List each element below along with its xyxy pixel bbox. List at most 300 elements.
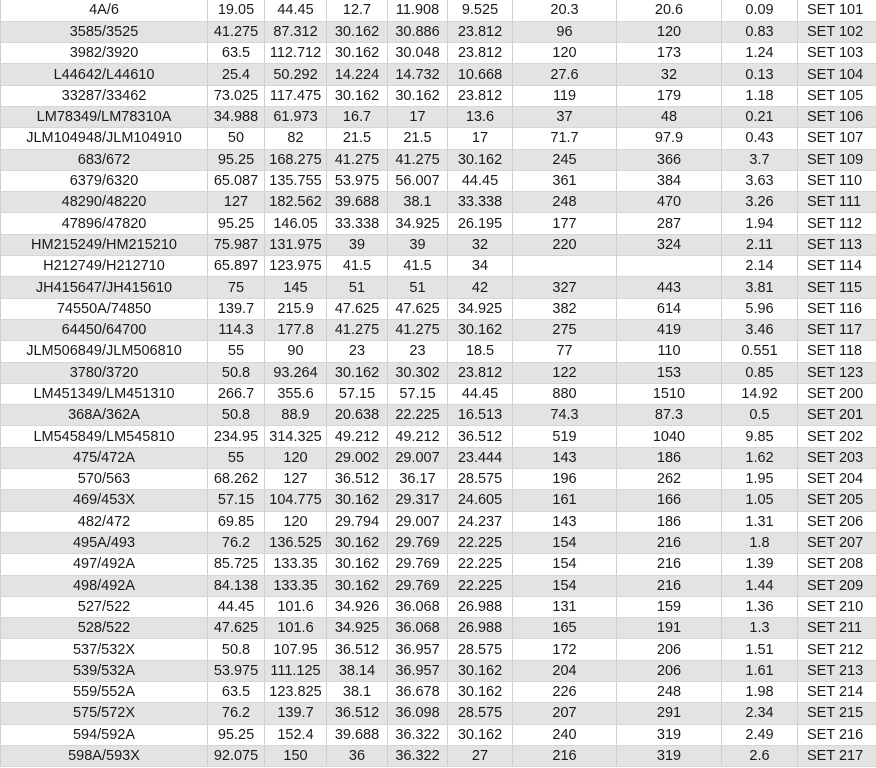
col-7-cell: 206 <box>617 660 722 681</box>
col-7-cell: 166 <box>617 490 722 511</box>
col-5-cell: 28.575 <box>448 639 513 660</box>
table-row <box>1 43 876 64</box>
col-7-cell: 179 <box>617 85 722 106</box>
table-row <box>1 405 876 426</box>
table-row <box>1 511 876 532</box>
set-code-cell: SET 117 <box>798 319 876 340</box>
col-3-cell: 39.688 <box>327 724 388 745</box>
col-5-cell: 44.45 <box>448 383 513 404</box>
part-number-cell: LM545849/LM545810 <box>1 426 208 447</box>
col-7-cell: 1040 <box>617 426 722 447</box>
col-8-cell: 5.96 <box>722 298 798 319</box>
col-5-cell: 22.225 <box>448 554 513 575</box>
col-7-cell: 291 <box>617 703 722 724</box>
part-number-cell: 48290/48220 <box>1 192 208 213</box>
table-row <box>1 85 876 106</box>
col-3-cell: 30.162 <box>327 43 388 64</box>
col-2-cell: 44.45 <box>265 0 327 21</box>
table-row <box>1 64 876 85</box>
col-6-cell: 177 <box>513 213 617 234</box>
col-5-cell: 23.812 <box>448 21 513 42</box>
col-1-cell: 63.5 <box>208 43 265 64</box>
table-row <box>1 319 876 340</box>
col-7-cell: 173 <box>617 43 722 64</box>
table-row <box>1 149 876 170</box>
set-code-cell: SET 209 <box>798 575 876 596</box>
col-6-cell: 154 <box>513 532 617 553</box>
col-4-cell: 57.15 <box>388 383 448 404</box>
col-1-cell: 50.8 <box>208 639 265 660</box>
col-3-cell: 33.338 <box>327 213 388 234</box>
col-5-cell: 22.225 <box>448 532 513 553</box>
col-1-cell: 75.987 <box>208 234 265 255</box>
col-8-cell: 2.6 <box>722 745 798 766</box>
col-8-cell: 0.5 <box>722 405 798 426</box>
part-number-cell: JH415647/JH415610 <box>1 277 208 298</box>
set-code-cell: SET 206 <box>798 511 876 532</box>
set-code-cell: SET 116 <box>798 298 876 319</box>
col-2-cell: 133.35 <box>265 575 327 596</box>
col-4-cell: 49.212 <box>388 426 448 447</box>
col-7-cell: 191 <box>617 618 722 639</box>
col-5-cell: 17 <box>448 128 513 149</box>
col-2-cell: 215.9 <box>265 298 327 319</box>
set-code-cell: SET 207 <box>798 532 876 553</box>
col-2-cell: 133.35 <box>265 554 327 575</box>
col-6-cell: 154 <box>513 554 617 575</box>
col-6-cell: 37 <box>513 106 617 127</box>
col-7-cell: 216 <box>617 532 722 553</box>
col-1-cell: 95.25 <box>208 213 265 234</box>
col-6-cell: 327 <box>513 277 617 298</box>
col-1-cell: 55 <box>208 341 265 362</box>
set-code-cell: SET 107 <box>798 128 876 149</box>
col-4-cell: 41.275 <box>388 319 448 340</box>
part-number-cell: 4A/6 <box>1 0 208 21</box>
col-2-cell: 101.6 <box>265 596 327 617</box>
col-4-cell: 30.162 <box>388 85 448 106</box>
col-5-cell: 28.575 <box>448 469 513 490</box>
col-6-cell: 519 <box>513 426 617 447</box>
col-4-cell: 34.925 <box>388 213 448 234</box>
col-6-cell: 226 <box>513 682 617 703</box>
col-1-cell: 75 <box>208 277 265 298</box>
col-2-cell: 152.4 <box>265 724 327 745</box>
col-2-cell: 61.973 <box>265 106 327 127</box>
col-2-cell: 145 <box>265 277 327 298</box>
col-8-cell: 1.31 <box>722 511 798 532</box>
col-2-cell: 111.125 <box>265 660 327 681</box>
col-5-cell: 30.162 <box>448 149 513 170</box>
col-2-cell: 104.775 <box>265 490 327 511</box>
col-1-cell: 57.15 <box>208 490 265 511</box>
table-row <box>1 639 876 660</box>
col-4-cell: 36.17 <box>388 469 448 490</box>
table-row <box>1 682 876 703</box>
table-row <box>1 234 876 255</box>
col-5-cell: 30.162 <box>448 660 513 681</box>
part-number-cell: 594/592A <box>1 724 208 745</box>
col-1-cell: 41.275 <box>208 21 265 42</box>
col-6-cell: 120 <box>513 43 617 64</box>
col-4-cell: 56.007 <box>388 170 448 191</box>
col-2-cell: 50.292 <box>265 64 327 85</box>
col-5-cell: 23.812 <box>448 85 513 106</box>
col-5-cell: 16.513 <box>448 405 513 426</box>
col-6-cell: 165 <box>513 618 617 639</box>
set-code-cell: SET 201 <box>798 405 876 426</box>
col-7-cell: 324 <box>617 234 722 255</box>
col-4-cell: 30.302 <box>388 362 448 383</box>
col-3-cell: 21.5 <box>327 128 388 149</box>
set-code-cell: SET 211 <box>798 618 876 639</box>
table-row <box>1 660 876 681</box>
col-8-cell: 2.34 <box>722 703 798 724</box>
col-4-cell: 14.732 <box>388 64 448 85</box>
part-number-cell: LM451349/LM451310 <box>1 383 208 404</box>
col-6-cell: 361 <box>513 170 617 191</box>
col-4-cell: 36.678 <box>388 682 448 703</box>
col-6-cell: 880 <box>513 383 617 404</box>
col-6-cell: 220 <box>513 234 617 255</box>
col-7-cell: 419 <box>617 319 722 340</box>
col-4-cell: 29.007 <box>388 511 448 532</box>
col-2-cell: 123.825 <box>265 682 327 703</box>
col-3-cell: 30.162 <box>327 575 388 596</box>
part-number-cell: JLM104948/JLM104910 <box>1 128 208 149</box>
table-row <box>1 213 876 234</box>
col-2-cell: 355.6 <box>265 383 327 404</box>
col-4-cell: 36.322 <box>388 724 448 745</box>
part-number-cell: LM78349/LM78310A <box>1 106 208 127</box>
col-4-cell: 29.769 <box>388 532 448 553</box>
col-5-cell: 30.162 <box>448 682 513 703</box>
col-7-cell: 216 <box>617 575 722 596</box>
col-6-cell: 119 <box>513 85 617 106</box>
col-5-cell: 34.925 <box>448 298 513 319</box>
col-7-cell: 319 <box>617 724 722 745</box>
col-8-cell: 1.61 <box>722 660 798 681</box>
part-number-cell: 3585/3525 <box>1 21 208 42</box>
col-3-cell: 30.162 <box>327 21 388 42</box>
col-6-cell: 245 <box>513 149 617 170</box>
col-2-cell: 87.312 <box>265 21 327 42</box>
set-code-cell: SET 111 <box>798 192 876 213</box>
col-7-cell: 32 <box>617 64 722 85</box>
part-number-cell: 527/522 <box>1 596 208 617</box>
col-5-cell: 30.162 <box>448 724 513 745</box>
col-2-cell: 146.05 <box>265 213 327 234</box>
table-row <box>1 341 876 362</box>
table-row <box>1 362 876 383</box>
col-2-cell: 93.264 <box>265 362 327 383</box>
col-7-cell: 262 <box>617 469 722 490</box>
col-1-cell: 25.4 <box>208 64 265 85</box>
col-1-cell: 50.8 <box>208 405 265 426</box>
col-8-cell: 14.92 <box>722 383 798 404</box>
col-8-cell: 1.8 <box>722 532 798 553</box>
col-5-cell: 10.668 <box>448 64 513 85</box>
table-row <box>1 596 876 617</box>
set-code-cell: SET 114 <box>798 256 876 277</box>
col-1-cell: 50 <box>208 128 265 149</box>
col-7-cell: 153 <box>617 362 722 383</box>
col-4-cell: 51 <box>388 277 448 298</box>
set-code-cell: SET 103 <box>798 43 876 64</box>
table-row <box>1 447 876 468</box>
part-number-cell: L44642/L44610 <box>1 64 208 85</box>
col-7-cell: 1510 <box>617 383 722 404</box>
col-1-cell: 76.2 <box>208 703 265 724</box>
col-6-cell: 382 <box>513 298 617 319</box>
col-5-cell: 24.605 <box>448 490 513 511</box>
col-7-cell: 186 <box>617 447 722 468</box>
col-8-cell: 0.43 <box>722 128 798 149</box>
col-2-cell: 127 <box>265 469 327 490</box>
col-4-cell: 23 <box>388 341 448 362</box>
col-7-cell: 384 <box>617 170 722 191</box>
set-code-cell: SET 217 <box>798 745 876 766</box>
col-8-cell: 1.39 <box>722 554 798 575</box>
col-6-cell: 248 <box>513 192 617 213</box>
col-2-cell: 112.712 <box>265 43 327 64</box>
col-4-cell: 36.068 <box>388 618 448 639</box>
col-6-cell: 74.3 <box>513 405 617 426</box>
col-7-cell: 206 <box>617 639 722 660</box>
col-4-cell: 36.957 <box>388 639 448 660</box>
set-code-cell: SET 202 <box>798 426 876 447</box>
set-code-cell: SET 203 <box>798 447 876 468</box>
col-6-cell: 27.6 <box>513 64 617 85</box>
part-number-cell: 469/453X <box>1 490 208 511</box>
col-1-cell: 50.8 <box>208 362 265 383</box>
set-code-cell: SET 113 <box>798 234 876 255</box>
table-row <box>1 277 876 298</box>
part-number-cell: 3982/3920 <box>1 43 208 64</box>
col-1-cell: 85.725 <box>208 554 265 575</box>
col-3-cell: 36.512 <box>327 469 388 490</box>
col-1-cell: 44.45 <box>208 596 265 617</box>
table-row <box>1 426 876 447</box>
col-7-cell: 20.6 <box>617 0 722 21</box>
part-number-cell: 683/672 <box>1 149 208 170</box>
col-3-cell: 30.162 <box>327 85 388 106</box>
col-3-cell: 30.162 <box>327 554 388 575</box>
col-8-cell: 1.3 <box>722 618 798 639</box>
col-5-cell: 42 <box>448 277 513 298</box>
col-6-cell: 122 <box>513 362 617 383</box>
set-code-cell: SET 204 <box>798 469 876 490</box>
col-4-cell: 47.625 <box>388 298 448 319</box>
col-6-cell: 96 <box>513 21 617 42</box>
set-code-cell: SET 104 <box>798 64 876 85</box>
set-code-cell: SET 105 <box>798 85 876 106</box>
col-1-cell: 34.988 <box>208 106 265 127</box>
col-6-cell: 172 <box>513 639 617 660</box>
col-6-cell: 143 <box>513 511 617 532</box>
col-7-cell: 443 <box>617 277 722 298</box>
col-8-cell: 2.11 <box>722 234 798 255</box>
col-5-cell: 26.988 <box>448 618 513 639</box>
col-8-cell: 1.36 <box>722 596 798 617</box>
col-2-cell: 120 <box>265 447 327 468</box>
col-7-cell: 216 <box>617 554 722 575</box>
part-number-cell: H212749/H212710 <box>1 256 208 277</box>
col-8-cell: 0.13 <box>722 64 798 85</box>
col-6-cell: 207 <box>513 703 617 724</box>
col-3-cell: 47.625 <box>327 298 388 319</box>
col-3-cell: 53.975 <box>327 170 388 191</box>
part-number-cell: 528/522 <box>1 618 208 639</box>
set-code-cell: SET 110 <box>798 170 876 191</box>
part-number-cell: 475/472A <box>1 447 208 468</box>
col-8-cell: 0.09 <box>722 0 798 21</box>
col-7-cell: 120 <box>617 21 722 42</box>
table-row <box>1 256 876 277</box>
set-code-cell: SET 215 <box>798 703 876 724</box>
col-2-cell: 136.525 <box>265 532 327 553</box>
col-1-cell: 53.975 <box>208 660 265 681</box>
col-2-cell: 120 <box>265 511 327 532</box>
set-code-cell: SET 112 <box>798 213 876 234</box>
part-number-cell: 598A/593X <box>1 745 208 766</box>
table-row <box>1 170 876 191</box>
set-code-cell: SET 200 <box>798 383 876 404</box>
col-5-cell: 23.444 <box>448 447 513 468</box>
col-3-cell: 57.15 <box>327 383 388 404</box>
col-7-cell: 470 <box>617 192 722 213</box>
col-3-cell: 20.638 <box>327 405 388 426</box>
col-5-cell: 32 <box>448 234 513 255</box>
col-2-cell: 314.325 <box>265 426 327 447</box>
table-row <box>1 745 876 766</box>
col-1-cell: 47.625 <box>208 618 265 639</box>
col-3-cell: 30.162 <box>327 362 388 383</box>
col-6-cell: 161 <box>513 490 617 511</box>
col-1-cell: 55 <box>208 447 265 468</box>
col-3-cell: 36 <box>327 745 388 766</box>
col-5-cell: 9.525 <box>448 0 513 21</box>
set-code-cell: SET 115 <box>798 277 876 298</box>
col-7-cell <box>617 256 722 277</box>
col-1-cell: 266.7 <box>208 383 265 404</box>
col-6-cell: 131 <box>513 596 617 617</box>
part-number-cell: 47896/47820 <box>1 213 208 234</box>
col-6-cell: 20.3 <box>513 0 617 21</box>
col-8-cell: 0.83 <box>722 21 798 42</box>
col-5-cell: 27 <box>448 745 513 766</box>
col-4-cell: 36.068 <box>388 596 448 617</box>
set-code-cell: SET 123 <box>798 362 876 383</box>
set-code-cell: SET 213 <box>798 660 876 681</box>
col-7-cell: 159 <box>617 596 722 617</box>
set-code-cell: SET 101 <box>798 0 876 21</box>
col-4-cell: 29.769 <box>388 575 448 596</box>
col-4-cell: 38.1 <box>388 192 448 213</box>
col-4-cell: 36.957 <box>388 660 448 681</box>
part-number-cell: 498/492A <box>1 575 208 596</box>
col-5-cell: 22.225 <box>448 575 513 596</box>
col-2-cell: 107.95 <box>265 639 327 660</box>
table-body <box>1 0 876 767</box>
col-8-cell: 2.49 <box>722 724 798 745</box>
col-8-cell: 1.95 <box>722 469 798 490</box>
col-3-cell: 36.512 <box>327 703 388 724</box>
part-number-cell: 537/532X <box>1 639 208 660</box>
col-2-cell: 131.975 <box>265 234 327 255</box>
col-3-cell: 51 <box>327 277 388 298</box>
col-3-cell: 38.1 <box>327 682 388 703</box>
table-row <box>1 192 876 213</box>
col-8-cell: 1.24 <box>722 43 798 64</box>
col-5-cell: 23.812 <box>448 43 513 64</box>
col-8-cell: 3.7 <box>722 149 798 170</box>
col-3-cell: 23 <box>327 341 388 362</box>
table-row <box>1 469 876 490</box>
col-3-cell: 30.162 <box>327 532 388 553</box>
col-4-cell: 36.098 <box>388 703 448 724</box>
col-3-cell: 49.212 <box>327 426 388 447</box>
col-2-cell: 117.475 <box>265 85 327 106</box>
col-7-cell: 110 <box>617 341 722 362</box>
set-code-cell: SET 205 <box>798 490 876 511</box>
col-5-cell: 44.45 <box>448 170 513 191</box>
col-5-cell: 13.6 <box>448 106 513 127</box>
set-code-cell: SET 212 <box>798 639 876 660</box>
part-number-cell: 482/472 <box>1 511 208 532</box>
col-8-cell: 3.81 <box>722 277 798 298</box>
col-4-cell: 22.225 <box>388 405 448 426</box>
table-row <box>1 532 876 553</box>
col-1-cell: 19.05 <box>208 0 265 21</box>
table-row <box>1 618 876 639</box>
col-4-cell: 41.5 <box>388 256 448 277</box>
part-number-cell: 74550A/74850 <box>1 298 208 319</box>
col-6-cell: 71.7 <box>513 128 617 149</box>
col-4-cell: 41.275 <box>388 149 448 170</box>
col-3-cell: 14.224 <box>327 64 388 85</box>
part-number-cell: JLM506849/JLM506810 <box>1 341 208 362</box>
col-1-cell: 68.262 <box>208 469 265 490</box>
col-1-cell: 84.138 <box>208 575 265 596</box>
col-4-cell: 29.317 <box>388 490 448 511</box>
part-number-cell: HM215249/HM215210 <box>1 234 208 255</box>
table-row <box>1 490 876 511</box>
col-8-cell: 1.94 <box>722 213 798 234</box>
col-1-cell: 139.7 <box>208 298 265 319</box>
col-1-cell: 73.025 <box>208 85 265 106</box>
set-code-cell: SET 118 <box>798 341 876 362</box>
table-row <box>1 554 876 575</box>
col-4-cell: 30.886 <box>388 21 448 42</box>
col-3-cell: 41.275 <box>327 149 388 170</box>
set-code-cell: SET 208 <box>798 554 876 575</box>
set-code-cell: SET 210 <box>798 596 876 617</box>
col-3-cell: 34.925 <box>327 618 388 639</box>
col-6-cell <box>513 256 617 277</box>
part-number-cell: 33287/33462 <box>1 85 208 106</box>
col-2-cell: 88.9 <box>265 405 327 426</box>
set-code-cell: SET 106 <box>798 106 876 127</box>
part-number-cell: 495A/493 <box>1 532 208 553</box>
col-5-cell: 36.512 <box>448 426 513 447</box>
col-2-cell: 150 <box>265 745 327 766</box>
col-8-cell: 1.05 <box>722 490 798 511</box>
col-5-cell: 24.237 <box>448 511 513 532</box>
col-3-cell: 41.275 <box>327 319 388 340</box>
col-2-cell: 123.975 <box>265 256 327 277</box>
col-4-cell: 29.007 <box>388 447 448 468</box>
